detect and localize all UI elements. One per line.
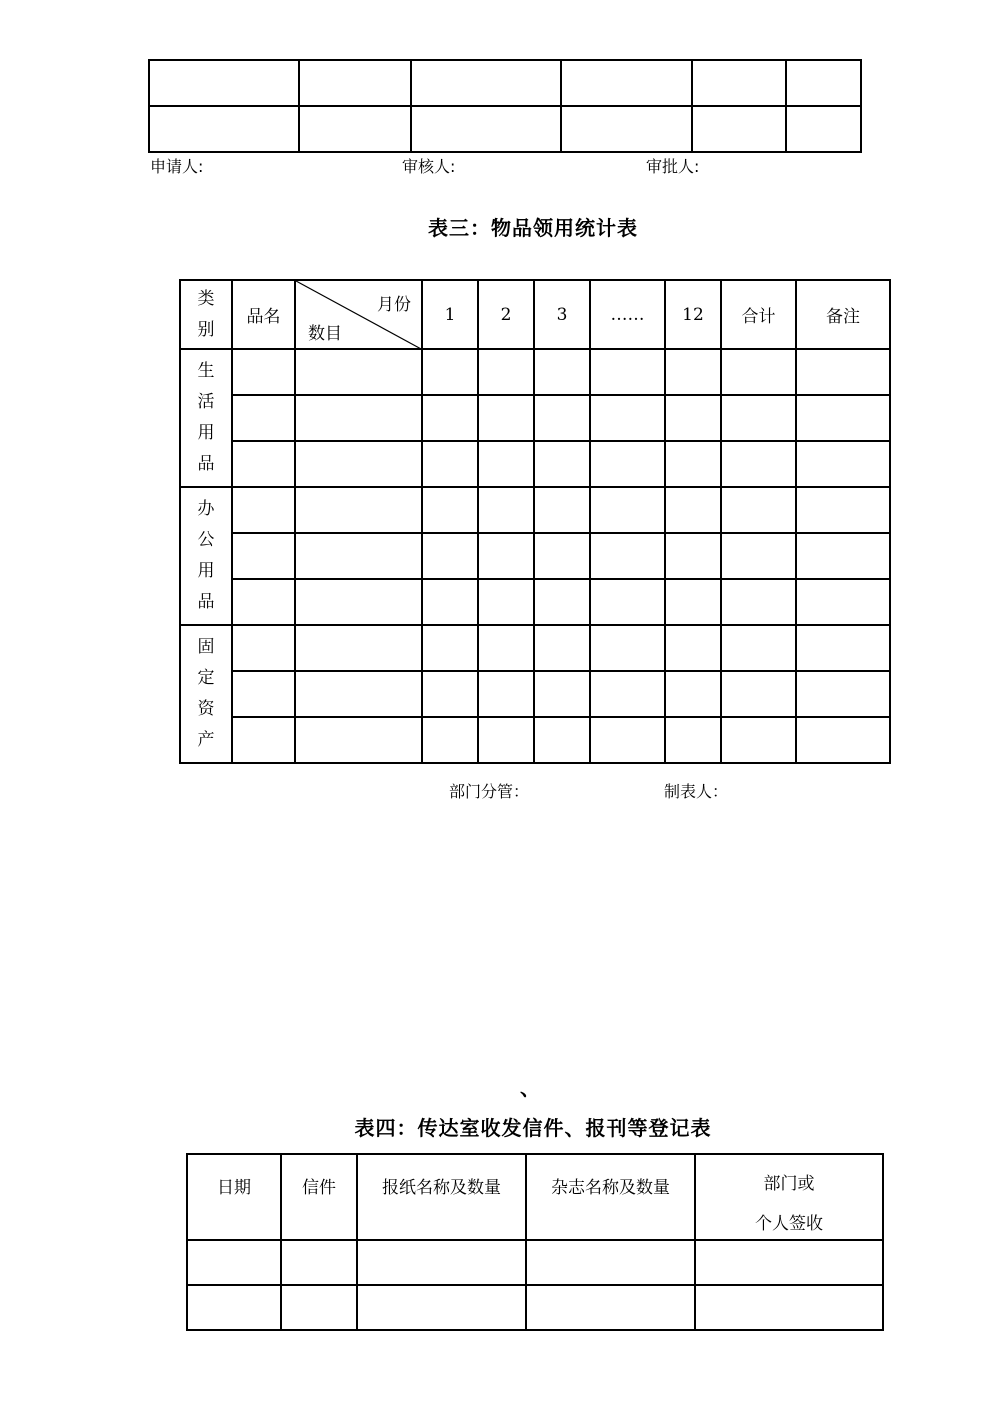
table-cell[interactable] xyxy=(721,487,796,533)
table-cell[interactable] xyxy=(534,671,590,717)
table-cell[interactable] xyxy=(422,579,478,625)
table-cell[interactable] xyxy=(232,533,295,579)
table-cell[interactable] xyxy=(232,671,295,717)
table-cell[interactable] xyxy=(422,717,478,763)
table-cell[interactable] xyxy=(187,1240,281,1285)
approver-label: 审批人: xyxy=(646,157,700,176)
header-category xyxy=(180,280,232,349)
table-cell[interactable] xyxy=(478,441,534,487)
category-char: 办 xyxy=(197,499,215,519)
applicant-label: 申请人: xyxy=(150,157,204,176)
category-char: 产 xyxy=(197,730,215,750)
table-cell[interactable] xyxy=(796,441,890,487)
header-category-char: 类 xyxy=(197,288,215,309)
category-char: 公 xyxy=(197,530,215,550)
table-cell[interactable] xyxy=(232,487,295,533)
table-cell[interactable] xyxy=(422,395,478,441)
category-char: 资 xyxy=(197,699,215,719)
table-cell[interactable] xyxy=(281,1285,357,1330)
table-cell[interactable] xyxy=(295,441,422,487)
table-cell[interactable] xyxy=(695,1240,883,1285)
table-cell[interactable] xyxy=(590,349,665,395)
header-diagonal-cell xyxy=(295,280,422,349)
table-cell[interactable] xyxy=(695,1285,883,1330)
table-cell[interactable] xyxy=(232,717,295,763)
table-cell[interactable] xyxy=(187,1285,281,1330)
category-office-supplies xyxy=(180,487,232,625)
table-cell[interactable] xyxy=(786,60,861,106)
table-cell[interactable] xyxy=(721,717,796,763)
table-cell[interactable] xyxy=(232,579,295,625)
table-cell[interactable] xyxy=(590,395,665,441)
table-cell[interactable] xyxy=(721,579,796,625)
table-cell[interactable] xyxy=(149,106,299,152)
table-cell[interactable] xyxy=(478,487,534,533)
table-cell[interactable] xyxy=(478,717,534,763)
top-table xyxy=(148,59,862,153)
table-cell[interactable] xyxy=(534,533,590,579)
table-cell[interactable] xyxy=(299,60,411,106)
table-cell[interactable] xyxy=(721,671,796,717)
table-cell[interactable] xyxy=(534,441,590,487)
category-char: 用 xyxy=(197,561,215,581)
table-cell[interactable] xyxy=(232,441,295,487)
table-cell[interactable] xyxy=(561,106,692,152)
table-cell[interactable] xyxy=(665,487,721,533)
table-cell[interactable] xyxy=(665,349,721,395)
table-cell[interactable] xyxy=(534,395,590,441)
table-cell[interactable] xyxy=(590,441,665,487)
table-cell[interactable] xyxy=(665,579,721,625)
table-cell[interactable] xyxy=(526,1240,695,1285)
header-sign-line2: 个人签收 xyxy=(755,1214,823,1234)
header-remark: 备注 xyxy=(796,280,890,349)
table-cell[interactable] xyxy=(590,717,665,763)
table-cell[interactable] xyxy=(534,487,590,533)
table-cell[interactable] xyxy=(590,579,665,625)
table4-mail-register xyxy=(186,1153,884,1331)
header-month-ellipsis: …… xyxy=(590,280,665,349)
table-cell[interactable] xyxy=(295,671,422,717)
table-cell[interactable] xyxy=(478,671,534,717)
table-cell[interactable] xyxy=(534,579,590,625)
table-cell[interactable] xyxy=(422,487,478,533)
header-magazines: 杂志名称及数量 xyxy=(526,1154,695,1240)
category-char: 活 xyxy=(197,392,215,412)
table-cell[interactable] xyxy=(590,625,665,671)
separator-mark: 、 xyxy=(520,1076,541,1100)
table-cell[interactable] xyxy=(478,395,534,441)
header-month-3: 3 xyxy=(534,280,590,349)
table-cell[interactable] xyxy=(295,625,422,671)
table-cell[interactable] xyxy=(149,60,299,106)
header-date: 日期 xyxy=(187,1154,281,1240)
table-cell[interactable] xyxy=(561,60,692,106)
table-cell[interactable] xyxy=(665,671,721,717)
header-month-12: 12 xyxy=(665,280,721,349)
category-char: 生 xyxy=(197,361,215,381)
table-cell[interactable] xyxy=(665,717,721,763)
header-item-name: 品名 xyxy=(232,280,295,349)
table-cell[interactable] xyxy=(665,441,721,487)
table-cell[interactable] xyxy=(665,395,721,441)
table-cell[interactable] xyxy=(534,717,590,763)
table-cell[interactable] xyxy=(295,579,422,625)
table-cell[interactable] xyxy=(786,106,861,152)
header-month-2: 2 xyxy=(478,280,534,349)
table-cell[interactable] xyxy=(534,625,590,671)
table-cell[interactable] xyxy=(721,349,796,395)
reviewer-label: 审核人: xyxy=(402,157,456,176)
table3-title: 表三：物品领用统计表 xyxy=(428,216,638,240)
table-cell[interactable] xyxy=(721,625,796,671)
table-cell[interactable] xyxy=(478,625,534,671)
preparer-label: 制表人： xyxy=(664,782,729,801)
table-cell[interactable] xyxy=(796,671,890,717)
header-newspapers: 报纸名称及数量 xyxy=(357,1154,526,1240)
table3-item-stats xyxy=(179,279,891,764)
table-cell[interactable] xyxy=(478,579,534,625)
category-living-supplies xyxy=(180,349,232,487)
table-cell[interactable] xyxy=(422,671,478,717)
table-cell[interactable] xyxy=(796,349,890,395)
header-sign-line1: 部门或 xyxy=(763,1174,815,1194)
table-cell[interactable] xyxy=(422,349,478,395)
table-cell[interactable] xyxy=(422,533,478,579)
table-cell[interactable] xyxy=(295,487,422,533)
table-cell[interactable] xyxy=(295,395,422,441)
table-cell[interactable] xyxy=(478,349,534,395)
table-cell[interactable] xyxy=(422,441,478,487)
table-cell[interactable] xyxy=(357,1240,526,1285)
dept-manager-label: 部门分管： xyxy=(449,782,530,801)
table-cell[interactable] xyxy=(665,625,721,671)
table-cell[interactable] xyxy=(295,533,422,579)
table-cell[interactable] xyxy=(796,579,890,625)
table-cell[interactable] xyxy=(721,533,796,579)
header-category-char: 别 xyxy=(197,319,215,340)
table-cell[interactable] xyxy=(796,533,890,579)
table-cell[interactable] xyxy=(590,671,665,717)
category-char: 用 xyxy=(197,423,215,443)
header-sign-receipt xyxy=(695,1154,883,1240)
table-cell[interactable] xyxy=(796,717,890,763)
table-cell[interactable] xyxy=(796,487,890,533)
table-cell[interactable] xyxy=(232,395,295,441)
table-cell[interactable] xyxy=(478,533,534,579)
header-letters: 信件 xyxy=(281,1154,357,1240)
category-char: 品 xyxy=(197,454,215,474)
table-cell[interactable] xyxy=(721,441,796,487)
header-month-1: 1 xyxy=(422,280,478,349)
table-cell[interactable] xyxy=(299,106,411,152)
category-fixed-assets xyxy=(180,625,232,763)
table-cell[interactable] xyxy=(665,533,721,579)
table-cell[interactable] xyxy=(526,1285,695,1330)
table-cell[interactable] xyxy=(281,1240,357,1285)
table-cell[interactable] xyxy=(295,717,422,763)
header-quantity: 数目 xyxy=(308,324,342,344)
table4-title: 表四：传达室收发信件、报刊等登记表 xyxy=(354,1116,712,1140)
table-cell[interactable] xyxy=(357,1285,526,1330)
table-cell[interactable] xyxy=(590,487,665,533)
header-total: 合计 xyxy=(721,280,796,349)
table-cell[interactable] xyxy=(534,349,590,395)
table-cell[interactable] xyxy=(232,349,295,395)
header-month: 月份 xyxy=(377,295,411,315)
table-cell[interactable] xyxy=(796,625,890,671)
category-char: 固 xyxy=(197,637,215,657)
table-cell[interactable] xyxy=(422,625,478,671)
table-cell[interactable] xyxy=(411,60,561,106)
table-cell[interactable] xyxy=(295,349,422,395)
table-cell[interactable] xyxy=(692,106,786,152)
table-cell[interactable] xyxy=(721,395,796,441)
table-cell[interactable] xyxy=(796,395,890,441)
category-char: 定 xyxy=(197,668,215,688)
category-char: 品 xyxy=(197,592,215,612)
table-cell[interactable] xyxy=(692,60,786,106)
table-cell[interactable] xyxy=(411,106,561,152)
table-cell[interactable] xyxy=(590,533,665,579)
table-cell[interactable] xyxy=(232,625,295,671)
